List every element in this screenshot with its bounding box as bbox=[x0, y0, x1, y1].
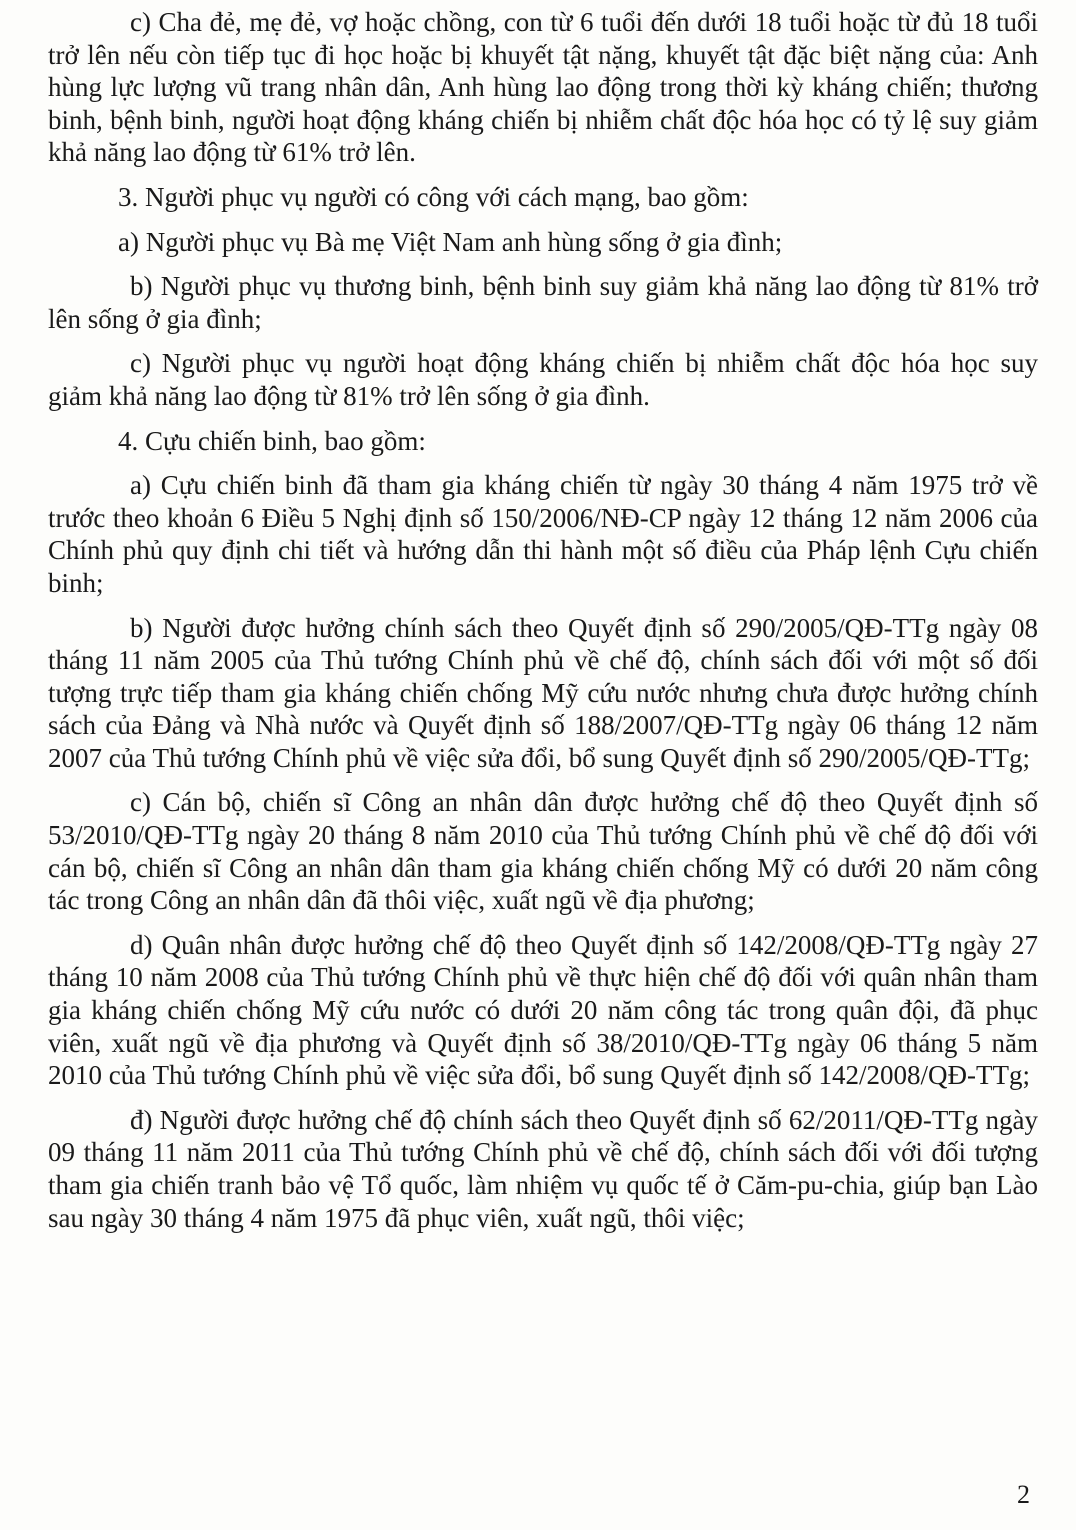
paragraph-4c: c) Cán bộ, chiến sĩ Công an nhân dân được hưởng chế độ theo Quyết định số 53/2010/QĐ-TTg ngày 20 tháng 8 năm 2010 của Thủ tướng Chính phủ về chế độ đối với cán bộ, chiến sĩ Công an nhân dân tham gia kháng chiến chống Mỹ có dưới 20 năm công tác trong Công an nhân dân đã thôi việc, xuất ngũ về địa phương; bbox=[48, 787, 1038, 916]
document-body bbox=[48, 6, 1038, 1246]
paragraph-4d: d) Quân nhân được hưởng chế độ theo Quyết định số 142/2008/QĐ-TTg ngày 27 tháng 10 năm 2008 của Thủ tướng Chính phủ về thực hiện chế độ đối với quân nhân tham gia kháng chiến chống Mỹ cứu nước có dưới 20 năm công tác trong quân đội, đã phục viên, xuất ngũ về địa phương và Quyết định số 38/2010/QĐ-TTg ngày 06 tháng 5 năm 2010 của Thủ tướng Chính phủ về việc sửa đổi, bổ sung Quyết định số 142/2008/QĐ-TTg; bbox=[48, 929, 1038, 1091]
paragraph-2c-relatives: c) Cha đẻ, mẹ đẻ, vợ hoặc chồng, con từ 6 tuổi đến dưới 18 tuổi hoặc từ đủ 18 tuổi trở lên nếu còn tiếp tục đi học hoặc bị khuyết tật nặng, khuyết tật đặc biệt nặng của: Anh hùng lực lượng vũ trang nhân dân, Anh hùng lao động trong thời kỳ kháng chiến; thương binh, bệnh binh, người hoạt động kháng chiến bị nhiễm chất độc hóa học có tỷ lệ suy giảm khả năng lao động từ 61% trở lên. bbox=[48, 7, 1038, 168]
paragraph-3c: c) Người phục vụ người hoạt động kháng chiến bị nhiễm chất độc hóa học suy giảm khả năng lao động từ 81% trở lên sống ở gia đình. bbox=[48, 348, 1038, 411]
paragraph-4a: a) Cựu chiến binh đã tham gia kháng chiến từ ngày 30 tháng 4 năm 1975 trở về trước theo khoản 6 Điều 5 Nghị định số 150/2006/NĐ-CP ngày 12 tháng 12 năm 2006 của Chính phủ quy định chi tiết và hướng dẫn thi hành một số điều của Pháp lệnh Cựu chiến binh; bbox=[48, 470, 1038, 598]
paragraph-3a: a) Người phục vụ Bà mẹ Việt Nam anh hùng sống ở gia đình; bbox=[118, 226, 783, 257]
paragraph-4dd: đ) Người được hưởng chế độ chính sách theo Quyết định số 62/2011/QĐ-TTg ngày 09 tháng 11 năm 2011 của Thủ tướng Chính phủ về chế độ, chính sách đối với đối tượng tham gia chiến tranh bảo vệ Tổ quốc, làm nhiệm vụ quốc tế ở Căm-pu-chia, giúp bạn Lào sau ngày 30 tháng 4 năm 1975 đã phục viên, xuất ngũ, thôi việc; bbox=[48, 1104, 1038, 1233]
paragraph-4-heading: 4. Cựu chiến binh, bao gồm: bbox=[118, 425, 426, 456]
paragraph-4b: b) Người được hưởng chính sách theo Quyết định số 290/2005/QĐ-TTg ngày 08 tháng 11 năm 2005 của Thủ tướng Chính phủ về chế độ, chính sách đối với một số đối tượng trực tiếp tham gia kháng chiến chống Mỹ cứu nước nhưng chưa được hưởng chính sách của Đảng và Nhà nước và Quyết định số 188/2007/QĐ-TTg ngày 06 tháng 12 năm 2007 của Thủ tướng Chính phủ về việc sửa đổi, bổ sung Quyết định số 290/2005/QĐ-TTg; bbox=[48, 612, 1038, 773]
page-number: 2 bbox=[1017, 1480, 1030, 1509]
paragraph-3-heading: 3. Người phục vụ người có công với cách mạng, bao gồm: bbox=[118, 181, 749, 212]
paragraph-3b: b) Người phục vụ thương binh, bệnh binh suy giảm khả năng lao động từ 81% trở lên sống ở gia đình; bbox=[48, 271, 1038, 334]
